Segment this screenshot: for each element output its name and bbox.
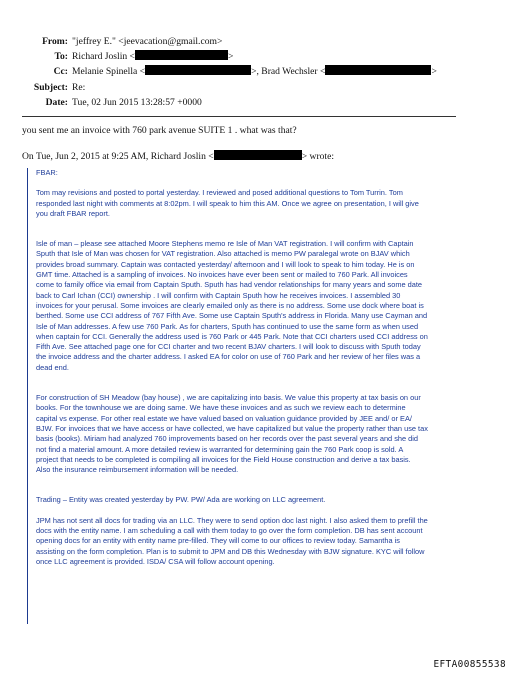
redaction-block [145, 65, 251, 75]
subject-label: Subject: [33, 81, 68, 93]
from-value: "jeffrey E." <jeevacation@gmail.com> [72, 36, 223, 47]
redaction-block [214, 150, 302, 160]
subject-value: Re: [72, 81, 86, 93]
redaction-block [135, 50, 228, 60]
to-label: To: [54, 51, 68, 63]
header-from-row [0, 34, 512, 49]
quote-paragraph-construction: For construction of SH Meadow (bay house) , we are capitalizing into basis. We value this property at tax basis on our books. For the townhouse we are doing same. We have these invoices and as such we review each to determine capital vs expense. For other real estate we have valued based on valuation guidance provided by JEE and/ or EA/ BJW. For invoices that we have access or have collected, we have capitalized but value the property rather than use tax basis (books). Miriam had analyzed 760 improvements based on her records over the past several years and she did not find a material amount. A more detailed review is warranted for determining gain the 760 Park coop is sold. A project that needs to be completed is compiling all invoices for the Field House construction and derive a tax basis. Also the insurance reimbursement information will be needed. [36, 393, 428, 475]
to-value: Richard Joslin < [72, 51, 135, 63]
header-date-row [0, 95, 512, 110]
attribution-end: > wrote: [301, 151, 335, 162]
attribution-text: On Tue, Jun 2, 2015 at 9:25 AM, Richard Joslin < [22, 151, 214, 162]
date-label: Date: [45, 96, 68, 108]
header-to-row [0, 49, 512, 64]
quote-fbar-heading: FBAR: [36, 168, 58, 177]
header-divider [22, 116, 456, 117]
header-subject-row [0, 80, 512, 95]
from-label: From: [42, 36, 68, 47]
cc-value-end: > [431, 66, 437, 78]
cc-value-group [72, 64, 437, 79]
attribution-line [22, 150, 334, 162]
cc-value-2: >, Brad Wechsler < [251, 66, 326, 78]
quote-paragraph-trading: Trading – Entity was created yesterday by PW. PW/ Ada are working on LLC agreement. [36, 495, 326, 505]
to-value-end: > [227, 51, 234, 63]
quoted-message [27, 168, 512, 624]
header-cc-row [0, 64, 512, 79]
reply-text: you sent me an invoice with 760 park avenue SUITE 1 . what was that? [22, 125, 297, 136]
document-id: EFTA00855538 [433, 659, 506, 670]
email-header [0, 34, 512, 110]
cc-label: Cc: [53, 66, 68, 78]
quote-paragraph-jpm: JPM has not sent all docs for trading via an LLC. They were to send option doc last night. I also asked them to prefill the docs with the entity name. I am scheduling a call with them today to go over the form completion. DB has sent account opening docs for an entity with entity name pre-filled. They will come to our offices to review today. Samantha is assisting on the form completion. Plan is to submit to JPM and DB this Wednesday with BJW signature. KYC will follow once LLC agreement is provided. ISDA/ CSA will follow account opening. [36, 515, 428, 566]
redaction-block [325, 65, 431, 75]
quote-paragraph-isle-of-man: Isle of man – please see attached Moore Stephens memo re Isle of Man VAT registration. I will confirm with Captain Sputh that Isle of Man was chosen for VAT registration. Also attached is memo PW paralegal wrote on BJAV which provides broad summary. Captain was contacted yesterday/ afternoon and I will look to speak to him today. He is on GMT time. Attached is a sampling of invoices. No invoices have ever been sent or mailed to 760 Park. All invoices come to family office via email from Captain Sputh. Sputh has had vendor relationships for many years and some date back to Carl Ichan (CCI) ownership . I will confirm with Captain Sputh how he receives invoices. I assembled 30 invoices for your perusal. Some invoices are clearly emailed only as there is no address. Some use dock where boat is berthed. Some use CCI address of 767 Fifth Ave. Some use Captain Sputh's address in Florida. Many use Cayman and Isle of Man addresses. A few use 760 Park. As for charters, Sputh has continued to use the same form as when used when captain for CCI. Generally the address used is 760 Park or 445 Park. Note that CCI charters used CCI address on Fifth Ave. See attached page one for CCI charter and two recent BJAV charters. I will look to discuss with Sputh today the invoice address and the charter address. I asked EA for color on use of 760 Park and her review of her files was a dead end. [36, 239, 428, 372]
date-value: Tue, 02 Jun 2015 13:28:57 +0000 [72, 96, 202, 108]
to-value-group [72, 49, 233, 64]
cc-value-1: Melanie Spinella < [72, 66, 146, 78]
quote-paragraph-fbar: Tom may revisions and posted to portal yesterday. I reviewed and posed additional questions to Tom Turrin. Tom responded last night with comments at 8:02pm. I will speak to him this AM. Once we agree on presentation, I will give you draft FBAR report. [36, 188, 419, 218]
